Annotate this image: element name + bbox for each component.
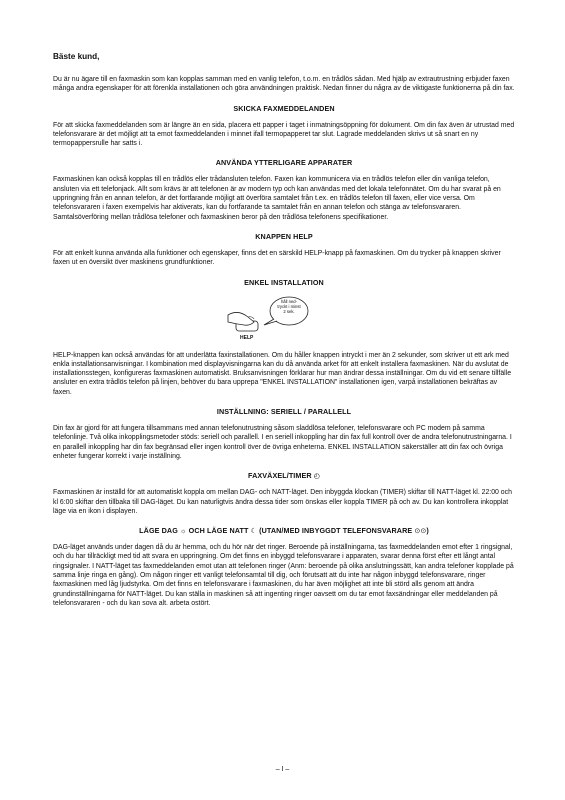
timer-paragraph: Faxmaskinen är inställd för att automatiskt koppla om mellan DAG- och NATT-läget. Den inbyggda klockan (TIMER) skiftar till NATT-läget kl. 22:00 och kl 6:00 skiftar den tillbaka till DAG-läget. Du kan naturligtvis ändra dessa tider som önskas eller koppla TIMER på och av. Du kan kontrollera inkopplat läge via en ikon i displayen. [53,489,512,515]
intro-paragraph: Du är nu ägare till en faxmaskin som kan kopplas samman med en vanlig telefon, t.o.m. en trådlös sådan. Med hjälp av extrautrustning erbjuder faxen många andra egenskaper för att förenkla installationen och göra användningen praktisk. Nedan finner du några av de viktigaste funktionerna på din fax. [53,76,515,93]
heading-extra-devices: ANVÄNDA YTTERLIGARE APPARATER [215,158,353,168]
timer-title: FAXVÄXEL/TIMER [247,471,312,481]
bubble-line: håll ned- [280,298,298,304]
heading-timer [53,471,515,480]
bubble-line: 2 sek. [283,308,295,314]
heading-simple-install: ENKEL INSTALLATION [244,277,324,287]
cassette-icon: ⊙⊙ [414,528,427,536]
simple-install-paragraph: HELP-knappen kan också användas för att underlätta faxinstallationen. Om du håller knappen intryckt i mer än 2 sekunder, som skriver ut ett ark med enkla installationsanvisningar. I kombination med displayvisningarna kan du då använda arket för att enkelt installera faxmaskinen. När du avslutat de installationsstegen, konfigureras faxmaskinen automatiskt. Bruksanvisningen förklarar hur man ändrar dessa inställningar. Om du vid ett senare tillfälle ansluter en extra trådlös telefon på linjen, behöver du bara upprepa "ENKEL INSTALLATION" installationen igen, varpå installationen bekräftas av faxen. [53,351,512,396]
extra-devices-paragraph: Faxmaskinen kan också kopplas till en trådlös eller trådansluten telefon. Faxen kan kommunicera via en trådlös telefon eller din vanliga telefon, ansluten via ett telefonjack. Allt som krävs är att telefonen är av modern typ och kan användas med det lokala telefonnätet. Om du har svarat på en uppringning från en annan telefon, är det fortfarande möjligt att överföra samtalet från t.ex. en trådlös telefon till faxen, eller vice versa. Om telefonsvararen i faxen exempelvis har aktiverats, kan du fortfarande ta samtalet från en annan telefon och stänga av telefonsvararen. Samtalsöverföring mellan trådlösa telefoner och faxmaskinen beror på den trådlösa telefonens specifikationer. [53,176,501,221]
greeting: Bäste kund, [53,52,100,61]
help-bubble-text [273,299,305,315]
heading-serial-parallel: INSTÄLLNING: SERIELL / PARALLELL [216,407,352,417]
moon-icon: ☾ [250,528,257,536]
day-mode-title: LÄGE DAG [139,526,178,536]
heading-help-button: KNAPPEN HELP [255,231,313,241]
day-night-paragraph: DAG-läget används under dagen då du är hemma, och du hör när det ringer. Beroende på inställningarna, tas faxmeddelanden emot efter 1 ringsignal, och du har tillräckligt med tid att svara en uppringning. Om det finns en inbyggd telefonsvarare i apparaten, svarar denna först efter ett långt antal ringsignaler. I NATT-läget tas faxmeddelanden emot utan att telefonen ringer (Anm: beroende på olika anslutningssätt, kan andra telefoner kopplade på samma linje ringa en gång). Om någon ringer ett vanligt telefonsamtal till dig, och förutsatt att du inte har någon inbyggd telefonsvarare, ringer faxmaskinen med låg ljudstyrka. Om det finns en telefonsvarare i faxmaskinen, du har även möjlighet att inte bli störd alls genom att ändra grundinställningarna för NATT-läget. Du kan ställa in maskinen så att ingenting ringer oavsett om du tar emot faxsändningar eller meddelanden på telefonsvararen - och du kan sova alt. arbeta ostört. [53,544,514,607]
sun-clock-icon: ☼ [180,528,187,536]
answering-machine-title: (UTAN/MED INBYGGDT TELEFONSVARARE [259,526,413,536]
document-page [53,52,515,618]
serial-parallel-paragraph: Din fax är gjord för att fungera tillsammans med annan telefonutrustning såsom sladdlösa telefoner, telefonsvarare och PC modem på samma telefonlinje. Två olika inkopplingsmetoder stöds: seriell och parallell. I en seriell inkoppling har din fax full kontroll över de andra telefonutrustningarna. I en parallell inkoppling har din fax begränsad eller ingen kontroll över de övriga enheterna. ENKEL INSTALLATION säkerställer att din fax och övriga enheter fungerar korrekt i varje inställning. [53,425,512,460]
send-fax-paragraph: För att skicka faxmeddelanden som är längre än en sida, placera ett papper i taget i inmatningsöppning för dokument. Om din fax även är utrustad med telefonsvarare är det möjligt att ta emot faxmeddelanden i minnet ifall termopapperet tar slut. Lagrade meddelanden skrivs ut så snart en ny termopappersrulle har satts i. [53,121,515,148]
bubble-line: tryckt i minst [277,303,301,309]
heading-day-night [53,526,515,535]
help-key-label: HELP [240,334,254,341]
night-mode-title: OCH LÄGE NATT [188,526,249,536]
help-button-paragraph: För att enkelt kunna använda alla funktioner och egenskaper, finns det en särskild HELP-knapp på faxmaskinen. Om du trycker på knappen skriver faxen ut en översikt över maskinens grundfunktioner. [53,249,501,267]
page-number: – I – [275,766,290,773]
help-button-figure [224,295,344,345]
heading-send-fax: SKICKA FAXMEDDELANDEN [233,103,335,113]
clock-icon: ◴ [313,473,321,481]
title-close-paren: ) [426,526,429,536]
